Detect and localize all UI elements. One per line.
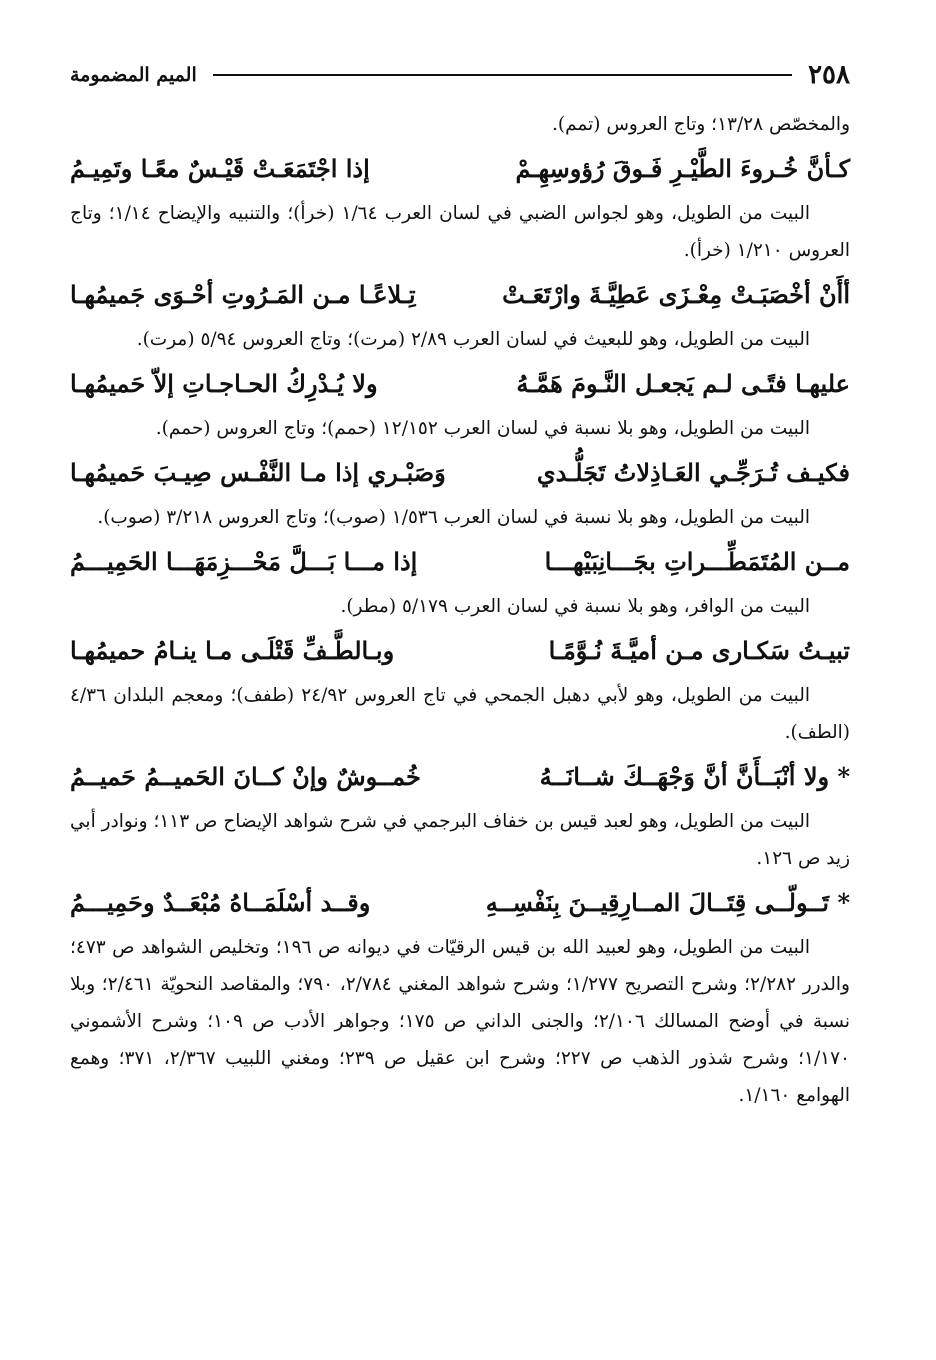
footnote-text: البيت من الطويل، وهو لأبي دهبل الجمحي في تاج العروس ٢٤/٩٢ (طفف)؛ ومعجم البلدان ٤/٣٦ (الطف).: [70, 685, 850, 743]
footnote-text: البيت من الطويل، وهو بلا نسبة في لسان العرب ١٢/١٥٢ (حمم)؛ وتاج العروس (حمم).: [155, 418, 810, 439]
verse-first-hemistich: تبيـتُ سَكـارى مـن أميَّـةَ نُـوَّمًـا: [548, 636, 850, 665]
verse-line: [70, 358, 850, 410]
verse-second-hemistich: إذا مـــا بَـــلَّ مَحْـــزِمَهَـــا الحَمِيـــمُ: [70, 547, 418, 576]
verse-second-hemistich: وقــد أسْلَمَــاهُ مُبْعَــدٌ وحَمِيـــمُ: [70, 888, 371, 917]
verse-footnote: [70, 588, 850, 625]
header-rule: [213, 74, 792, 76]
verse-footnote: [70, 803, 850, 877]
verse-second-hemistich: تِـلاعًـا مـن المَـرُوتِ أحْـوَى جَميمُهـا: [70, 280, 416, 309]
verse-entry: [70, 751, 850, 877]
verse-footnote: [70, 929, 850, 1114]
intro-note: والمخصّص ١٣/٢٨؛ وتاج العروس (تمم).: [551, 114, 850, 135]
page-number: ٢٥٨: [808, 60, 850, 90]
verse-line: [70, 877, 850, 929]
verse-first-hemistich: فكيـف تُـرَجِّـي العَـاذِلاتُ تَجَلُّـدي: [536, 458, 850, 487]
verse-entry: [70, 625, 850, 751]
verse-first-hemistich: أأَنْ أخْصَبَـتْ مِعْـزَى عَطِيَّـةَ وارْتَعَـتْ: [502, 280, 850, 309]
verse-line: [70, 625, 850, 677]
verse-footnote: [70, 321, 850, 358]
verse-entry: [70, 269, 850, 358]
verse-second-hemistich: خُمــوشٌ وإنْ كــانَ الحَميــمُ حَميــمُ: [70, 762, 421, 791]
footnote-text: البيت من الوافر، وهو بلا نسبة في لسان العرب ٥/١٧٩ (مطر).: [340, 596, 810, 617]
footnote-text: البيت من الطويل، وهو للبعيث في لسان العرب ٢/٨٩ (مرت)؛ وتاج العروس ٥/٩٤ (مرت).: [136, 329, 810, 350]
verse-line: [70, 269, 850, 321]
verse-first-hemistich: * تَــولّــى قِتَــالَ المــارِقِيــنَ بِنَفْسِــهِ: [485, 888, 850, 917]
verse-footnote: [70, 677, 850, 751]
verse-entry: [70, 358, 850, 447]
verse-second-hemistich: ولا يُـدْرِكُ الحـاجـاتِ إلاّ حَميمُهـا: [70, 369, 378, 398]
verse-line: [70, 751, 850, 803]
verse-first-hemistich: مــن المُتَمَطِّـــراتِ بجَـــانِبَيْهـــا: [544, 547, 850, 576]
verse-first-hemistich: * ولا أنْبَــأَنَّ أنَّ وَجْهَــكَ شــانَــهُ: [539, 762, 850, 791]
verse-entry: [70, 877, 850, 1114]
verse-entry: [70, 447, 850, 536]
footnote-text: البيت من الطويل، وهو لجواس الضبي في لسان العرب ١/٦٤ (خرأ)؛ والتنبيه والإيضاح ١/١٤؛ وتاج العروس ١/٢١٠ (خرأ).: [70, 203, 850, 261]
verse-line: [70, 143, 850, 195]
verse-line: [70, 447, 850, 499]
verse-second-hemistich: إذا اجْتَمَعَـتْ قَيْـسٌ معًـا وتَمِيـمُ: [70, 154, 370, 183]
verse-entry: [70, 536, 850, 625]
page-content: [70, 106, 850, 1114]
verse-footnote: [70, 195, 850, 269]
verse-footnote: [70, 410, 850, 447]
verse-second-hemistich: وبـالطَّـفِّ قَتْلَـى مـا ينـامُ حميمُهـا: [70, 636, 395, 665]
verse-footnote: [70, 499, 850, 536]
verse-first-hemistich: كـأنَّ خُـروءَ الطَّيْـرِ فَـوقَ رُؤوسِهِـمْ: [515, 154, 850, 183]
footnote-text: البيت من الطويل، وهو لعبد قيس بن خفاف البرجمي في شرح شواهد الإيضاح ص ١١٣؛ ونوادر أبي زيد ص ١٢٦.: [70, 811, 850, 869]
running-header: [70, 58, 850, 92]
chapter-title: الميم المضمومة: [70, 64, 197, 86]
page: [70, 58, 850, 1114]
verse-first-hemistich: عليهـا فتًـى لـم يَجعـل النَّـومَ هَمَّـهُ: [516, 369, 850, 398]
verse-second-hemistich: وَصَبْـري إذا مـا النَّفْـس صِيـبَ حَميمُهـا: [70, 458, 446, 487]
footnote-text: البيت من الطويل، وهو بلا نسبة في لسان العرب ١/٥٣٦ (صوب)؛ وتاج العروس ٣/٢١٨ (صوب).: [97, 507, 810, 528]
verse-line: [70, 536, 850, 588]
footnote-text: البيت من الطويل، وهو لعبيد الله بن قيس الرقيّات في ديوانه ص ١٩٦؛ وتخليص الشواهد ص ٤٧٣؛ والدرر ٢/٢٨٢؛ وشرح التصريح ١/٢٧٧؛ وشرح شواهد المغني ٢/٧٨٤، ٧٩٠؛ والمقاصد النحويّة ٢/٤٦١؛ وبلا نسبة في أوضح المسالك ٢/١٠٦؛ والجنى الداني ص ١٧٥؛ وجواهر الأدب ص ١٠٩؛ وشرح الأشموني ١/١٧٠؛ وشرح شذور الذهب ص ٢٢٧؛ وشرح ابن عقيل ص ٢٣٩؛ ومغني اللبيب ٢/٣٦٧، ٣٧١؛ وهمع الهوامع ١/١٦٠.: [70, 937, 850, 1106]
verse-entry: [70, 143, 850, 269]
